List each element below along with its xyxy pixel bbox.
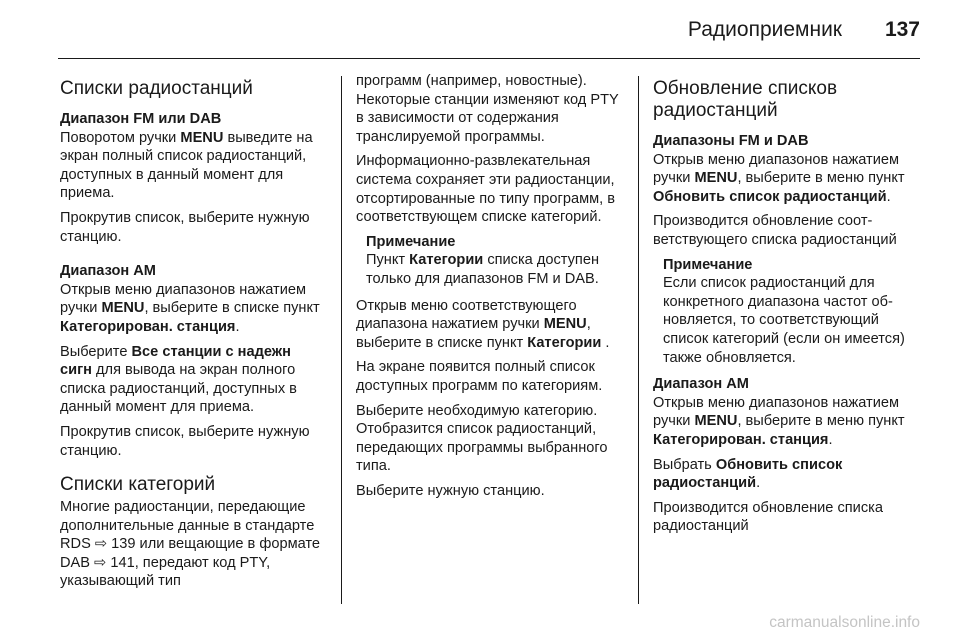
paragraph: Открыв меню диапазонов нажатием ручки MENU, выберите в меню пункт Обновить список радиостанций. xyxy=(653,151,905,205)
page-number: 137 xyxy=(884,18,920,41)
note-title: Примечание xyxy=(663,256,753,273)
column-2 xyxy=(356,72,624,506)
subheading-am: Диапазон AM xyxy=(60,263,156,280)
note-box xyxy=(653,256,923,368)
column-3 xyxy=(653,72,923,542)
column-divider-2 xyxy=(638,76,639,604)
header-divider xyxy=(58,58,920,59)
section-title-station-lists: Списки радиостанций xyxy=(60,78,253,99)
paragraph: Выбрать Обновить список радиостанций. xyxy=(653,456,843,492)
subheading-fm-dab: Диапазоны FM и DAB xyxy=(653,133,809,149)
column-1 xyxy=(60,72,326,597)
paragraph: Выберите нужную станцию. xyxy=(356,482,545,499)
paragraph: Информационно-развлекательная система сохраняет эти радиостанции, отсортированные по типу программ, в соответствующем списке категорий. xyxy=(356,153,616,226)
subheading-fm-dab: Диапазон FM или DAB xyxy=(60,111,222,127)
column-divider-1 xyxy=(341,76,342,604)
note-text: Если список радиостанций для конкретного диапазона частот обновляется, то соответствующий список категорий (если он имеется) также обновляется. xyxy=(663,275,905,366)
paragraph: программ (например, новостные). Некоторые станции изменяют код PTY в зависимости от содержания транслируемой программы. xyxy=(356,73,619,145)
subheading-am: Диапазон AM xyxy=(653,376,749,393)
paragraph: Прокрутив список, выберите нужную станцию. xyxy=(60,423,310,459)
note-text: Пункт Категории списка доступен только для диапазонов FM и DAB. xyxy=(366,252,599,287)
paragraph: Поворотом ручки MENU выведите на экран полный список радиостанций, доступных в данный момент для приема. xyxy=(60,129,313,202)
paragraph: Выберите Все станции с надежн сигн для вывода на экран полного списка радиостанций, доступных в данный момент для приема. xyxy=(60,343,297,416)
paragraph: Производится обновление списка радиостанций xyxy=(653,499,883,535)
header-title: Радиоприемник xyxy=(687,18,842,41)
paragraph: Открыв меню диапазонов нажатием ручки MENU, выберите в списке пункт Категорирован. станция. xyxy=(60,281,320,335)
paragraph: Многие радиостанции, передающие дополнительные данные в стандарте RDS ⇨ 139 или вещающие в формате DAB ⇨ 141, передают код PTY, указывающий тип xyxy=(60,499,321,590)
paragraph: Открыв меню соответствующего диапазона нажатием ручки MENU, выберите в списке пункт Категории . xyxy=(356,297,610,351)
paragraph: Открыв меню диапазонов нажатием ручки MENU, выберите в меню пункт Категорирован. станция. xyxy=(653,394,905,448)
page-header xyxy=(0,0,960,56)
section-title-update-lists: Обновление списков радиостанций xyxy=(653,78,838,121)
note-title: Примечание xyxy=(366,233,456,250)
section-title-category-lists: Списки категорий xyxy=(60,474,216,496)
paragraph: На экране появится полный список доступных программ по категориям. xyxy=(356,359,603,394)
paragraph: Выберите необходимую категорию. Отобразится список радиостанций, передающих программы выбранного типа. xyxy=(356,402,608,475)
paragraph: Прокрутив список, выберите нужную станцию. xyxy=(60,209,310,245)
watermark: carmanualsonline.info xyxy=(769,614,920,631)
paragraph: Производится обновление соответствующего списка радиостанций xyxy=(653,213,897,248)
note-box xyxy=(356,233,624,289)
